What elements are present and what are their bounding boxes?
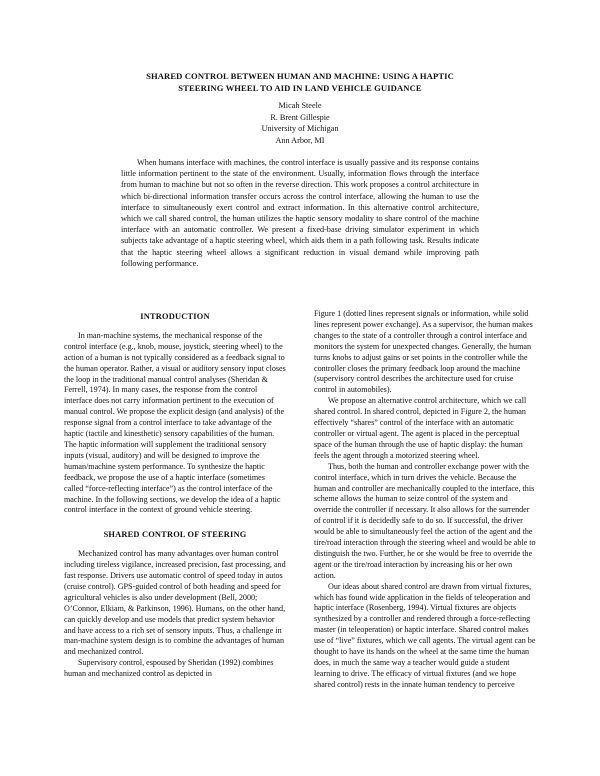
paper-title	[120, 70, 480, 94]
author-name-2: R. Brent Gillespie	[270, 112, 330, 122]
section-heading-shared-control: SHARED CONTROL OF STEERING	[103, 530, 247, 540]
intro-paragraph-1: In man-machine systems, the mechanical response of the control interface (e.g., knob, mouse, joystick, steering wheel) to the action of a human is not typically considered as a feedback signal to the human operator. Rather, a visual or auditory sensory input closes the loop in the traditional manual control analyses (Sheridan & Ferrell, 1974). In many cases, the response from the control interface does not carry information pertinent to the execution of manual control. We propose the explicit design (and analysis) of the response signal from a control interface to take advantage of the haptic (tactile and kinesthetic) sensory capabilities of the human. The haptic information will supplement the traditional sensory inputs (visual, auditory) and will be designed to improve the human/machine system performance. To synthesize the haptic feedback, we propose the use of a haptic interface (sometimes called “force-reflecting interface”) as the control interface of the machine. In the following sections, we develop the idea of a haptic control interface in the context of ground vehicle steering.	[64, 330, 286, 515]
right-paragraph-4: Our ideas about shared control are drawn from virtual fixtures, which has found wide application in the fields of teleoperation and haptic interface (Rosenberg, 1994). Virtual fixtures are objects synthesized by a controller and rendered through a force-reflecting master (in teleoperation) or haptic interface. Shared control makes use of “live” fixtures, which we call agents. The virtual agent can be thought to have its hands on the wheel at the same time the human does, in much the same way a teacher would guide a student learning to drive. The efficacy of virtual fixtures (and we hope shared control) rests in the innate human tendency to perceive	[314, 581, 536, 689]
title-line-2: STEERING WHEEL TO AID IN LAND VEHICLE GUIDANCE	[178, 83, 422, 93]
abstract: When humans interface with machines, the control interface is usually passive and its response contains little information pertinent to the state of the environment. Usually, information flows through the interface from human to machine but not so often in the reverse direction. This work proposes a control architecture in which bi-directional information transfer occurs across the control interface, allowing the human to use the interface to simultaneously exert control and extract information. In this alternative control architecture, which we call shared control, the human utilizes the haptic sensory modality to share control of the machine interface with an automatic controller. We present a fixed-base driving simulator experiment in which subjects take advantage of a haptic steering wheel, which aids them in a path following task. Results indicate that the haptic steering wheel allows a significant reduction in visual demand while improving path following performance.	[121, 158, 479, 268]
affiliation: University of Michigan	[261, 124, 339, 133]
shared-paragraph-1: Mechanized control has many advantages over human control including tireless vigilance, increased precision, fast processing, and fast response. Drivers use automatic control of speed today in autos (cruise control). GPS-guided control of both heading and speed for agricultural vehicles is also under development (Bell, 2000; O’Connor, Elkiam, & Parkinson, 1996). Humans, on the other hand, can quickly develop and use models that predict system behavior and have access to a rich set of sensory inputs. Thus, a challenge in man-machine system design is to combine the advantages of human and mechanized control.	[64, 549, 286, 657]
right-paragraph-2: We propose an alternative control architecture, which we call shared control. In shared control, depicted in Figure 2, the human effectively “shares” control of the interface with an automatic controller or virtual agent. The agent is placed in the perceptual space of the human through the use of haptic display: the human feels the agent through a motorized steering wheel.	[314, 396, 527, 460]
section-gap	[64, 516, 286, 526]
left-column	[64, 308, 286, 680]
title-line-1: SHARED CONTROL BETWEEN HUMAN AND MACHINE: USING A HAPTIC	[146, 71, 454, 81]
author-block	[150, 100, 450, 146]
right-column	[314, 309, 536, 691]
shared-paragraph-2: Supervisory control, espoused by Sheridan (1992) combines human and mechanized control as depicted in	[64, 658, 274, 679]
section-heading-introduction: INTRODUCTION	[140, 312, 210, 321]
right-paragraph-3: Thus, both the human and controller exchange power with the control interface, which in turn drives the vehicle. Because the human and controller are mechanically coupled to the interface, this scheme allows the human to seize control of the system and override the controller if necessary. It also allows for the surrender of control if it is decidedly safe to do so. If successful, the driver would be able to simultaneously feel the action of the agent and the tire/road interaction through the steering wheel and would be able to distinguish the two. Further, he or she would be free to override the agent or the tire/road interaction by increasing his or her own action.	[314, 461, 536, 580]
location: Ann Arbor, MI	[275, 135, 325, 145]
right-paragraph-1: Figure 1 (dotted lines represent signals or information, while solid lines represent power exchange). As a supervisor, the human makes changes to the state of a controller through a control interface and monitors the system for unexpected changes. Generally, the human turns knobs to adjust gains or set points in the controller while the controller closes the primary feedback loop around the machine (supervisory control describes the architecture used for cruise control in automobiles).	[314, 309, 533, 395]
author-name-1: Micah Steele	[278, 101, 322, 110]
